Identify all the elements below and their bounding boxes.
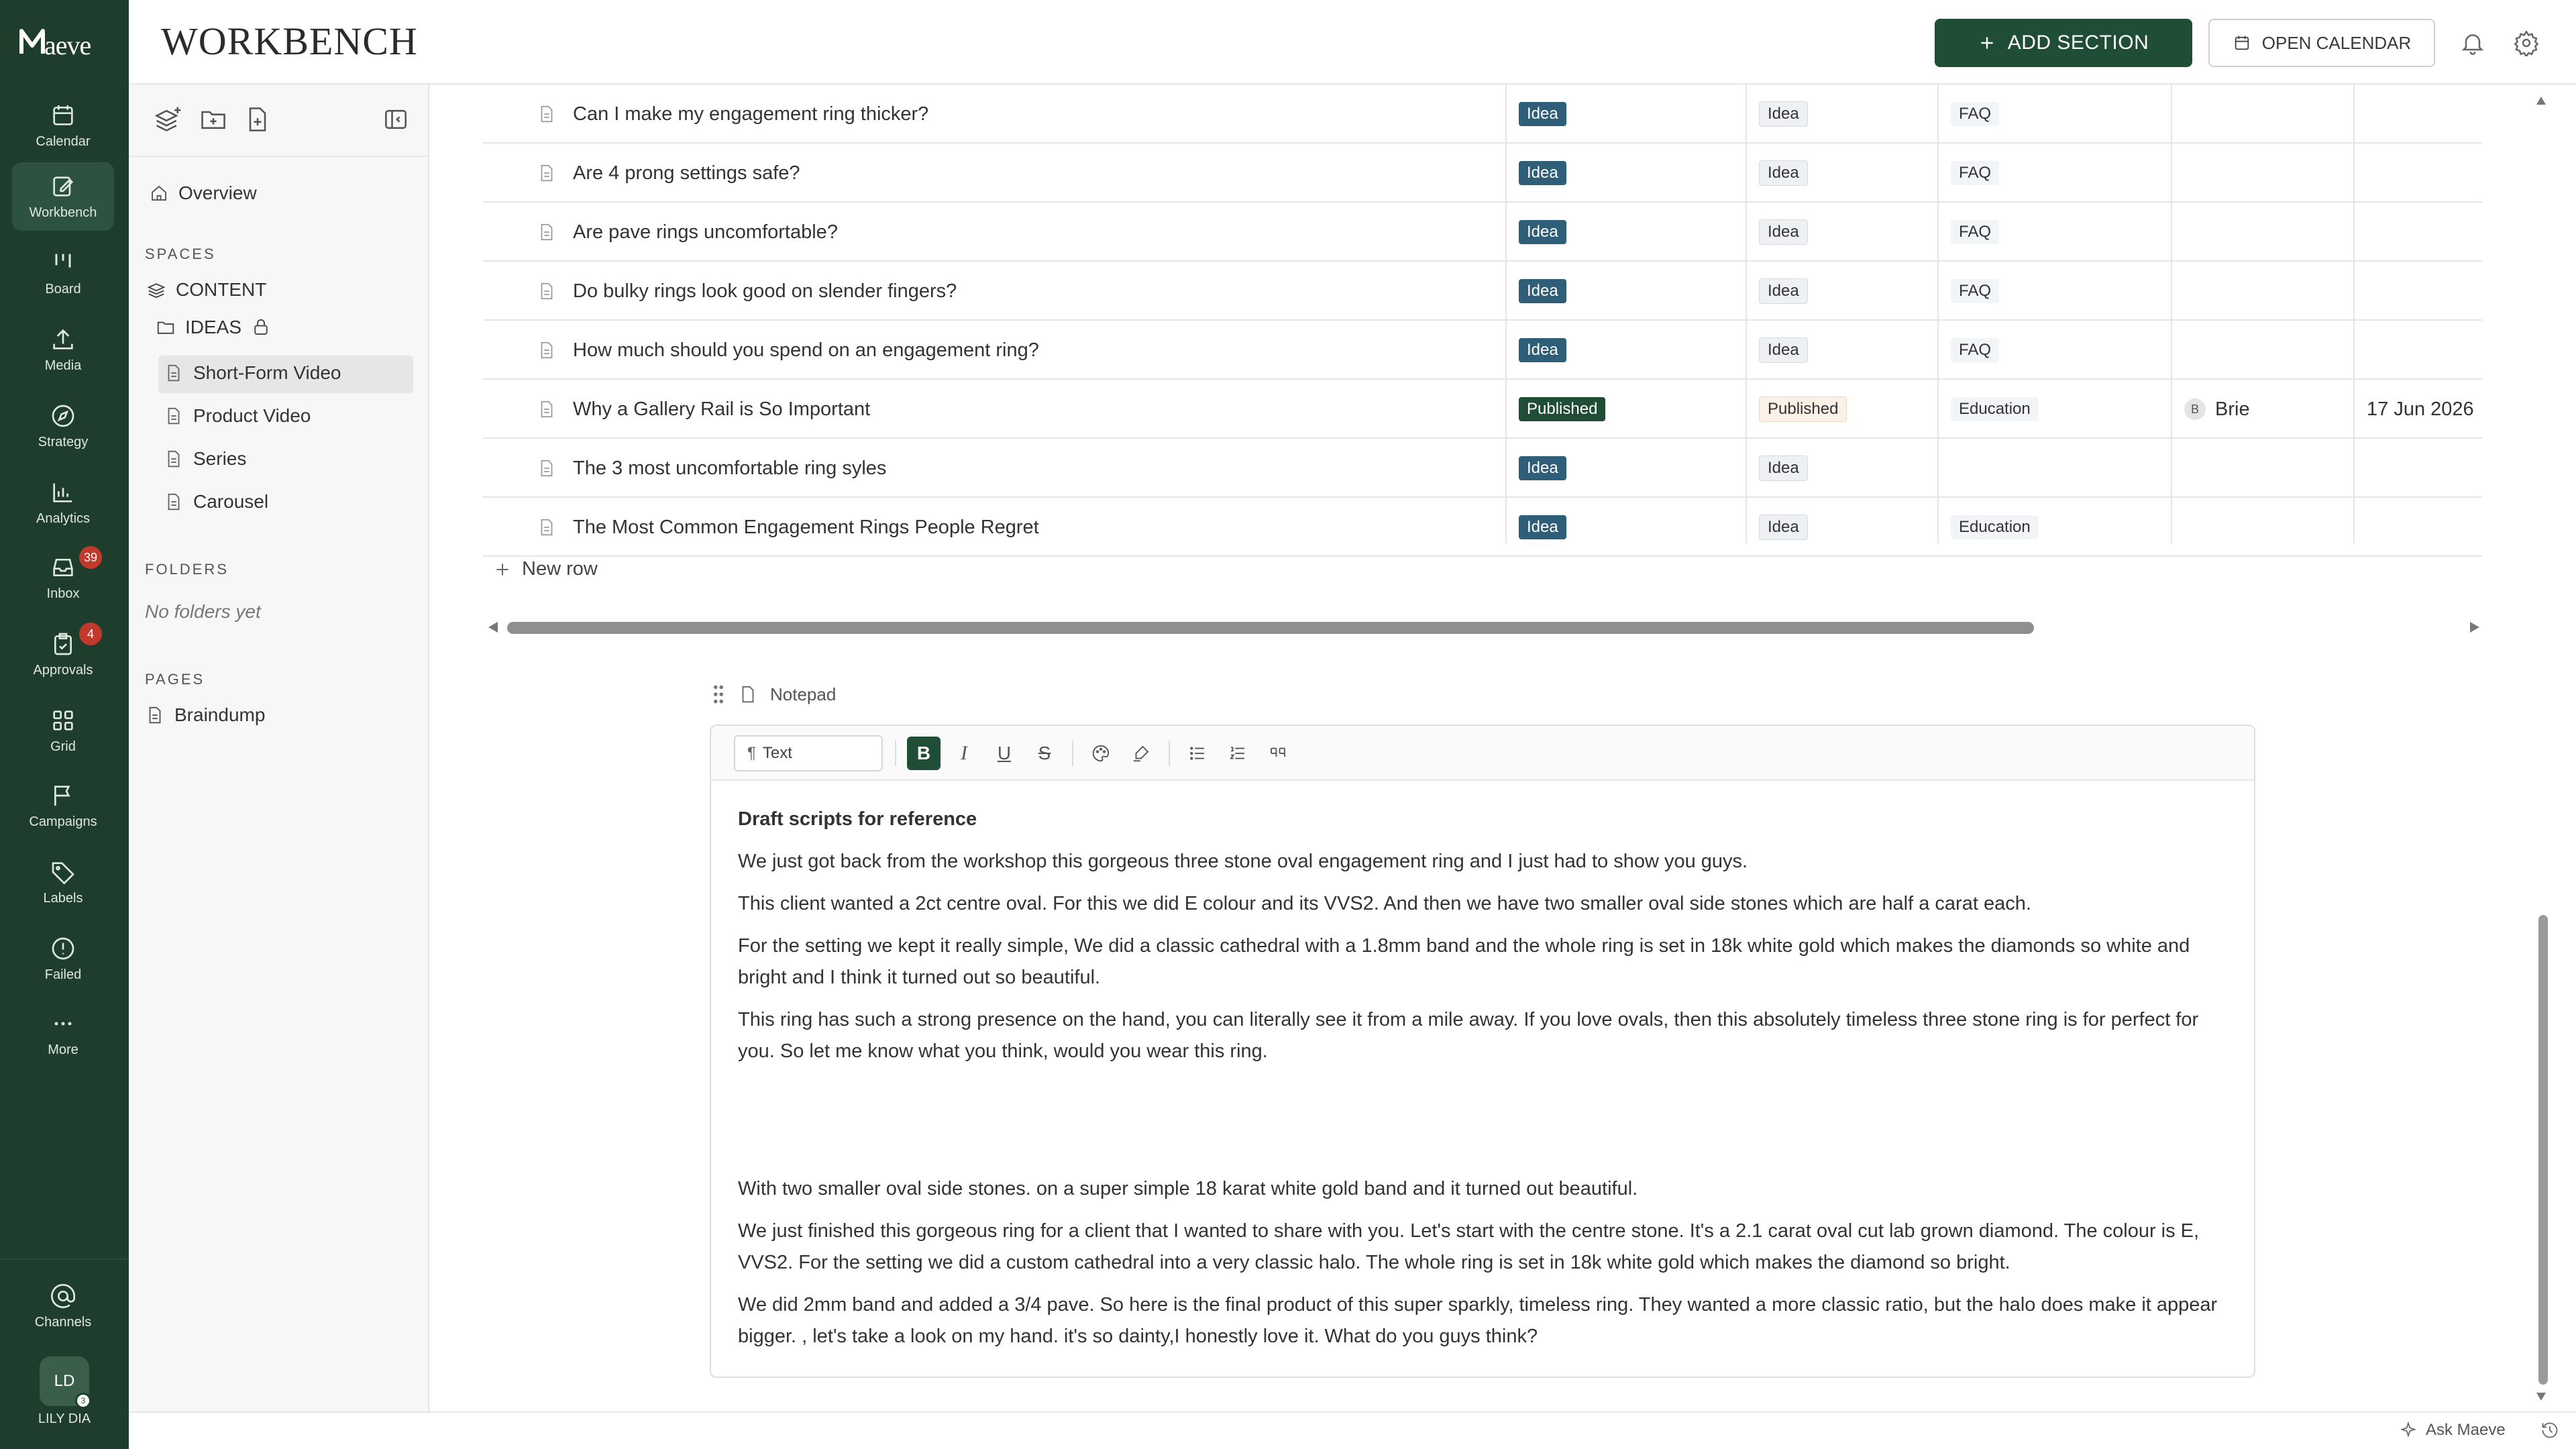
document-icon bbox=[738, 684, 758, 704]
text-color-button[interactable] bbox=[1084, 737, 1118, 770]
status-cell[interactable] bbox=[1519, 498, 1566, 557]
rail-divider bbox=[0, 1258, 129, 1260]
status-cell[interactable] bbox=[1519, 439, 1566, 498]
italic-icon: I bbox=[961, 742, 967, 764]
rail-item-grid[interactable] bbox=[12, 696, 114, 765]
rail-label: Failed bbox=[44, 967, 82, 982]
row-title-cell[interactable] bbox=[537, 203, 838, 262]
category-tag: FAQ bbox=[1951, 102, 1999, 126]
numbered-list-icon bbox=[1228, 743, 1248, 763]
at-sign-icon bbox=[50, 1283, 76, 1309]
rail-item-media[interactable] bbox=[12, 315, 114, 384]
page-title: WORKBENCH bbox=[161, 19, 418, 63]
rail-item-strategy[interactable] bbox=[12, 392, 114, 460]
table-row[interactable] bbox=[483, 262, 2482, 321]
stage-tag: Idea bbox=[1759, 219, 1808, 245]
stage-cell[interactable] bbox=[1759, 203, 1808, 262]
document-icon bbox=[537, 398, 557, 421]
stage-cell[interactable] bbox=[1759, 439, 1808, 498]
rail-item-board[interactable] bbox=[12, 239, 114, 307]
drag-handle-icon[interactable] bbox=[711, 683, 726, 706]
rail-item-more[interactable] bbox=[12, 1000, 114, 1068]
table-row[interactable] bbox=[483, 85, 2482, 144]
row-title: The 3 most uncomfortable ring syles bbox=[573, 457, 887, 479]
lock-icon bbox=[251, 317, 271, 337]
calendar-icon bbox=[50, 102, 76, 129]
rail-label: Analytics bbox=[36, 511, 91, 526]
toolbar-divider bbox=[895, 741, 896, 766]
stage-tag: Idea bbox=[1759, 515, 1808, 540]
block-format-value: Text bbox=[762, 744, 792, 762]
rail-label: Campaigns bbox=[29, 814, 97, 829]
category-cell[interactable] bbox=[1951, 498, 2039, 557]
page-item-braindump[interactable] bbox=[145, 704, 265, 726]
rail-label: More bbox=[48, 1042, 78, 1057]
home-icon bbox=[149, 183, 169, 203]
notepad-paragraph: With two smaller oval side stones. on a super simple 18 karat white gold band and it turned out beautiful. bbox=[738, 1178, 1638, 1199]
category-cell[interactable] bbox=[1951, 203, 1999, 262]
notepad-paragraph: We did 2mm band and added a 3/4 pave. So here is the final product of this super sparkly, timeless ring. They wanted a more classic ratio, but the halo does make it appear bigger. , let's take a look on my hand. it's so dainty,I honestly love it. What do you guys think? bbox=[738, 1294, 2218, 1347]
row-title: Do bulky rings look good on slender fingers? bbox=[573, 280, 957, 302]
stage-tag: Idea bbox=[1759, 160, 1808, 186]
category-tag: FAQ bbox=[1951, 220, 1999, 244]
footer-bar bbox=[129, 1411, 2576, 1449]
stage-tag: Idea bbox=[1759, 337, 1808, 363]
row-title-cell[interactable] bbox=[537, 144, 800, 203]
bell-icon[interactable] bbox=[2459, 30, 2486, 56]
table-row[interactable] bbox=[483, 203, 2482, 262]
stage-cell[interactable] bbox=[1759, 498, 1808, 557]
stage-tag: Idea bbox=[1759, 278, 1808, 304]
horizontal-scroll-thumb[interactable] bbox=[507, 622, 2034, 634]
bar-chart-icon bbox=[50, 479, 76, 506]
owner-avatar: B bbox=[2184, 398, 2206, 420]
block-format-select[interactable] bbox=[734, 735, 883, 771]
status-cell[interactable] bbox=[1519, 262, 1566, 321]
history-icon[interactable] bbox=[2540, 1421, 2559, 1440]
underline-button[interactable] bbox=[987, 737, 1021, 770]
document-icon bbox=[537, 457, 557, 480]
pages-heading: PAGES bbox=[145, 671, 205, 688]
highlighter-icon bbox=[1131, 743, 1151, 763]
rail-label: Inbox bbox=[46, 586, 80, 601]
grid-icon bbox=[50, 707, 76, 734]
sub-item-label: Product Video bbox=[193, 405, 311, 426]
ask-maeve-button[interactable] bbox=[2399, 1421, 2559, 1440]
sub-item-label: Short-Form Video bbox=[193, 362, 341, 383]
category-tag: FAQ bbox=[1951, 338, 1999, 362]
folder-name: IDEAS bbox=[185, 317, 242, 337]
rail-item-failed[interactable] bbox=[12, 924, 114, 993]
status-cell[interactable] bbox=[1519, 85, 1566, 144]
sub-item-label: Series bbox=[193, 448, 247, 469]
category-tag: Education bbox=[1951, 397, 2039, 421]
notepad-editor[interactable] bbox=[710, 724, 2255, 1378]
stage-cell[interactable] bbox=[1759, 380, 1847, 439]
toolbar-divider bbox=[1169, 741, 1170, 766]
document-icon bbox=[537, 516, 557, 539]
sidebar-toolbar bbox=[129, 85, 428, 157]
status-tag: Published bbox=[1519, 397, 1605, 421]
bold-icon: B bbox=[916, 743, 931, 763]
clipboard-check-icon bbox=[50, 631, 76, 657]
folders-empty-text: No folders yet bbox=[145, 601, 261, 622]
status-cell[interactable] bbox=[1519, 144, 1566, 203]
workspace-sidebar bbox=[129, 85, 429, 1449]
add-space-icon[interactable] bbox=[153, 105, 182, 134]
add-section-button[interactable] bbox=[1935, 19, 2192, 67]
rail-item-calendar[interactable] bbox=[12, 91, 114, 160]
space-name: CONTENT bbox=[176, 279, 267, 300]
document-icon bbox=[537, 280, 557, 303]
document-icon bbox=[537, 339, 557, 362]
app-rail bbox=[0, 0, 129, 1449]
italic-button[interactable] bbox=[947, 737, 981, 770]
table-row[interactable] bbox=[483, 380, 2482, 439]
notepad-paragraph: For the setting we kept it really simple, We did a classic cathedral with a 1.8mm band and the whole ring is set in 18k white gold which makes the diamonds so white and bright and I think it turned out so beautiful. bbox=[738, 935, 2190, 988]
row-title-cell[interactable] bbox=[537, 85, 928, 144]
stage-cell[interactable] bbox=[1759, 262, 1808, 321]
sidebar-item-product-video[interactable] bbox=[164, 405, 311, 427]
rail-label: Grid bbox=[50, 739, 76, 754]
row-title-cell[interactable] bbox=[537, 321, 1039, 380]
document-icon bbox=[164, 449, 184, 469]
editor-toolbar bbox=[711, 726, 2254, 781]
sparkle-icon bbox=[2399, 1421, 2418, 1440]
table-row[interactable] bbox=[483, 321, 2482, 380]
category-cell[interactable] bbox=[1951, 85, 1999, 144]
category-tag: FAQ bbox=[1951, 161, 1999, 185]
document-icon bbox=[537, 221, 557, 244]
notepad-content[interactable] bbox=[738, 804, 2234, 1363]
numbered-list-button[interactable] bbox=[1221, 737, 1254, 770]
ask-maeve-label: Ask Maeve bbox=[2426, 1421, 2506, 1439]
quote-button[interactable] bbox=[1261, 737, 1295, 770]
stage-cell[interactable] bbox=[1759, 85, 1808, 144]
status-tag: Idea bbox=[1519, 161, 1566, 185]
spaces-heading: SPACES bbox=[145, 246, 216, 262]
folders-heading: FOLDERS bbox=[145, 561, 229, 578]
rail-label: Media bbox=[44, 358, 82, 373]
space-item-content[interactable] bbox=[146, 279, 266, 301]
add-folder-icon[interactable] bbox=[199, 105, 228, 134]
row-title: How much should you spend on an engagement ring? bbox=[573, 339, 1039, 361]
status-tag: Idea bbox=[1519, 102, 1566, 126]
notepad-title: Notepad bbox=[770, 684, 837, 704]
table-row[interactable] bbox=[483, 439, 2482, 498]
logo-text: aeve bbox=[44, 30, 91, 60]
owner-cell[interactable] bbox=[2184, 380, 2250, 439]
row-date: 17 Jun 2026 bbox=[2367, 398, 2474, 420]
user-name: LILY DIA bbox=[38, 1411, 91, 1426]
row-title-cell[interactable] bbox=[537, 380, 870, 439]
row-title: Are 4 prong settings safe? bbox=[573, 162, 800, 184]
category-tag: FAQ bbox=[1951, 279, 1999, 303]
compass-icon bbox=[50, 402, 76, 429]
row-title: Are pave rings uncomfortable? bbox=[573, 221, 838, 243]
new-row-label: New row bbox=[522, 558, 598, 580]
document-icon bbox=[164, 363, 184, 383]
board-icon bbox=[50, 250, 76, 276]
status-tag: Idea bbox=[1519, 515, 1566, 539]
rail-item-campaigns[interactable] bbox=[12, 771, 114, 840]
content-table bbox=[483, 85, 2482, 547]
stage-cell[interactable] bbox=[1759, 144, 1808, 203]
approvals-count-badge: 4 bbox=[79, 623, 102, 645]
rail-item-workbench[interactable] bbox=[12, 162, 114, 231]
stage-tag: Published bbox=[1759, 396, 1847, 422]
rail-label: Board bbox=[45, 281, 81, 297]
category-cell[interactable] bbox=[1951, 321, 1999, 380]
flag-icon bbox=[50, 782, 76, 809]
status-cell[interactable] bbox=[1519, 321, 1566, 380]
notepad-paragraph: This client wanted a 2ct centre oval. For this we did E colour and its VVS2. And then we have two smaller oval side stones which are half a carat each. bbox=[738, 893, 2031, 914]
rail-item-approvals[interactable] bbox=[12, 620, 114, 688]
rail-label: Approvals bbox=[33, 662, 93, 678]
row-title: The Most Common Engagement Rings People Regret bbox=[573, 516, 1039, 538]
rail-item-labels[interactable] bbox=[12, 848, 114, 916]
user-status-badge: 3 bbox=[75, 1393, 91, 1409]
sidebar-item-series[interactable] bbox=[164, 448, 246, 470]
rail-label: Channels bbox=[34, 1314, 92, 1330]
stage-tag: Idea bbox=[1759, 101, 1808, 127]
notepad-heading: Draft scripts for reference bbox=[738, 808, 977, 830]
rail-item-channels[interactable] bbox=[12, 1272, 114, 1340]
sidebar-item-carousel[interactable] bbox=[164, 491, 268, 513]
toolbar-divider bbox=[1072, 741, 1073, 766]
add-section-label: ADD SECTION bbox=[2007, 32, 2149, 54]
row-title-cell[interactable] bbox=[537, 439, 886, 498]
document-icon bbox=[537, 162, 557, 184]
notepad-paragraph: We just finished this gorgeous ring for a client that I wanted to share with you. Let's start with the centre stone. It's a 2.1 carat oval cut lab grown diamond. The colour is E, VVS2. For the setting we did a custom cathedral into a very classic halo. The whole ring is set in 18k white gold which makes the diamond so bright. bbox=[738, 1220, 2200, 1273]
table-row[interactable] bbox=[483, 144, 2482, 203]
status-cell[interactable] bbox=[1519, 203, 1566, 262]
calendar-icon bbox=[2233, 34, 2251, 52]
quote-icon bbox=[1268, 743, 1288, 763]
collapse-sidebar-icon[interactable] bbox=[381, 105, 411, 134]
status-cell[interactable] bbox=[1519, 380, 1605, 439]
row-title: Why a Gallery Rail is So Important bbox=[573, 398, 871, 420]
rail-item-inbox[interactable] bbox=[12, 543, 114, 612]
sidebar-item-overview[interactable] bbox=[149, 182, 257, 204]
rail-label: Workbench bbox=[29, 205, 97, 220]
folder-icon bbox=[156, 317, 176, 337]
add-page-icon[interactable] bbox=[243, 105, 272, 134]
row-title-cell[interactable] bbox=[537, 498, 1039, 557]
open-calendar-button[interactable] bbox=[2208, 19, 2435, 67]
ellipsis-icon bbox=[50, 1010, 76, 1037]
sub-item-label: Carousel bbox=[193, 491, 269, 512]
layers-icon bbox=[146, 280, 166, 300]
bold-button[interactable] bbox=[907, 737, 941, 770]
stage-cell[interactable] bbox=[1759, 321, 1808, 380]
empty-line bbox=[738, 1078, 2234, 1163]
folder-item-ideas[interactable] bbox=[156, 317, 271, 338]
strikethrough-button[interactable] bbox=[1028, 737, 1061, 770]
category-cell[interactable] bbox=[1951, 380, 2039, 439]
overview-label: Overview bbox=[178, 182, 257, 203]
highlight-button[interactable] bbox=[1124, 737, 1158, 770]
rail-label: Labels bbox=[43, 890, 83, 906]
top-header bbox=[129, 0, 2576, 85]
status-tag: Idea bbox=[1519, 456, 1566, 480]
owner-name: Brie bbox=[2215, 398, 2250, 420]
status-tag: Idea bbox=[1519, 279, 1566, 303]
inbox-count-badge: 39 bbox=[79, 546, 102, 569]
sidebar-item-short-form-video[interactable] bbox=[164, 362, 341, 384]
document-icon bbox=[537, 103, 557, 125]
status-tag: Idea bbox=[1519, 338, 1566, 362]
bullet-list-button[interactable] bbox=[1181, 737, 1214, 770]
page-label: Braindump bbox=[174, 704, 266, 725]
palette-icon bbox=[1091, 743, 1111, 763]
document-icon bbox=[164, 492, 184, 512]
rail-item-analytics[interactable] bbox=[12, 468, 114, 537]
status-tag: Idea bbox=[1519, 220, 1566, 244]
table-row[interactable] bbox=[483, 498, 2482, 557]
bullet-list-icon bbox=[1187, 743, 1208, 763]
notepad-paragraph: This ring has such a strong presence on the hand, you can literally see it from a mile away. If you love ovals, then this absolutely timeless three stone ring is for perfect for you. So let me know what you think, would you wear this ring. bbox=[738, 1009, 2199, 1062]
date-cell[interactable] bbox=[2367, 380, 2474, 439]
rail-label: Calendar bbox=[36, 133, 91, 149]
alert-circle-icon bbox=[50, 935, 76, 962]
document-icon bbox=[164, 406, 184, 426]
document-icon bbox=[145, 705, 165, 725]
new-row-button[interactable] bbox=[494, 558, 598, 580]
stage-tag: Idea bbox=[1759, 455, 1808, 481]
pilcrow-icon: ¶ bbox=[747, 744, 756, 762]
inbox-icon bbox=[50, 554, 76, 581]
category-cell[interactable] bbox=[1951, 262, 1999, 321]
user-avatar[interactable]: LD bbox=[40, 1356, 89, 1406]
upload-icon bbox=[50, 326, 76, 353]
plus-icon bbox=[494, 561, 511, 578]
plus-icon bbox=[1978, 34, 1996, 52]
category-tag: Education bbox=[1951, 515, 2039, 539]
row-title-cell[interactable] bbox=[537, 262, 957, 321]
gear-icon[interactable] bbox=[2513, 30, 2540, 56]
notepad-header bbox=[711, 683, 836, 706]
row-title: Can I make my engagement ring thicker? bbox=[573, 103, 929, 125]
tag-icon bbox=[50, 859, 76, 885]
open-calendar-label: OPEN CALENDAR bbox=[2261, 32, 2412, 53]
category-cell[interactable] bbox=[1951, 144, 1999, 203]
underline-icon: U bbox=[997, 743, 1012, 763]
workbench-icon bbox=[50, 173, 76, 200]
maeve-logo-icon[interactable] bbox=[19, 27, 46, 56]
vertical-scroll-thumb[interactable] bbox=[2538, 915, 2548, 1385]
strikethrough-icon: S bbox=[1038, 743, 1051, 763]
rail-label: Strategy bbox=[38, 434, 89, 449]
notepad-paragraph: We just got back from the workshop this gorgeous three stone oval engagement ring and I just had to show you guys. bbox=[738, 851, 1748, 872]
